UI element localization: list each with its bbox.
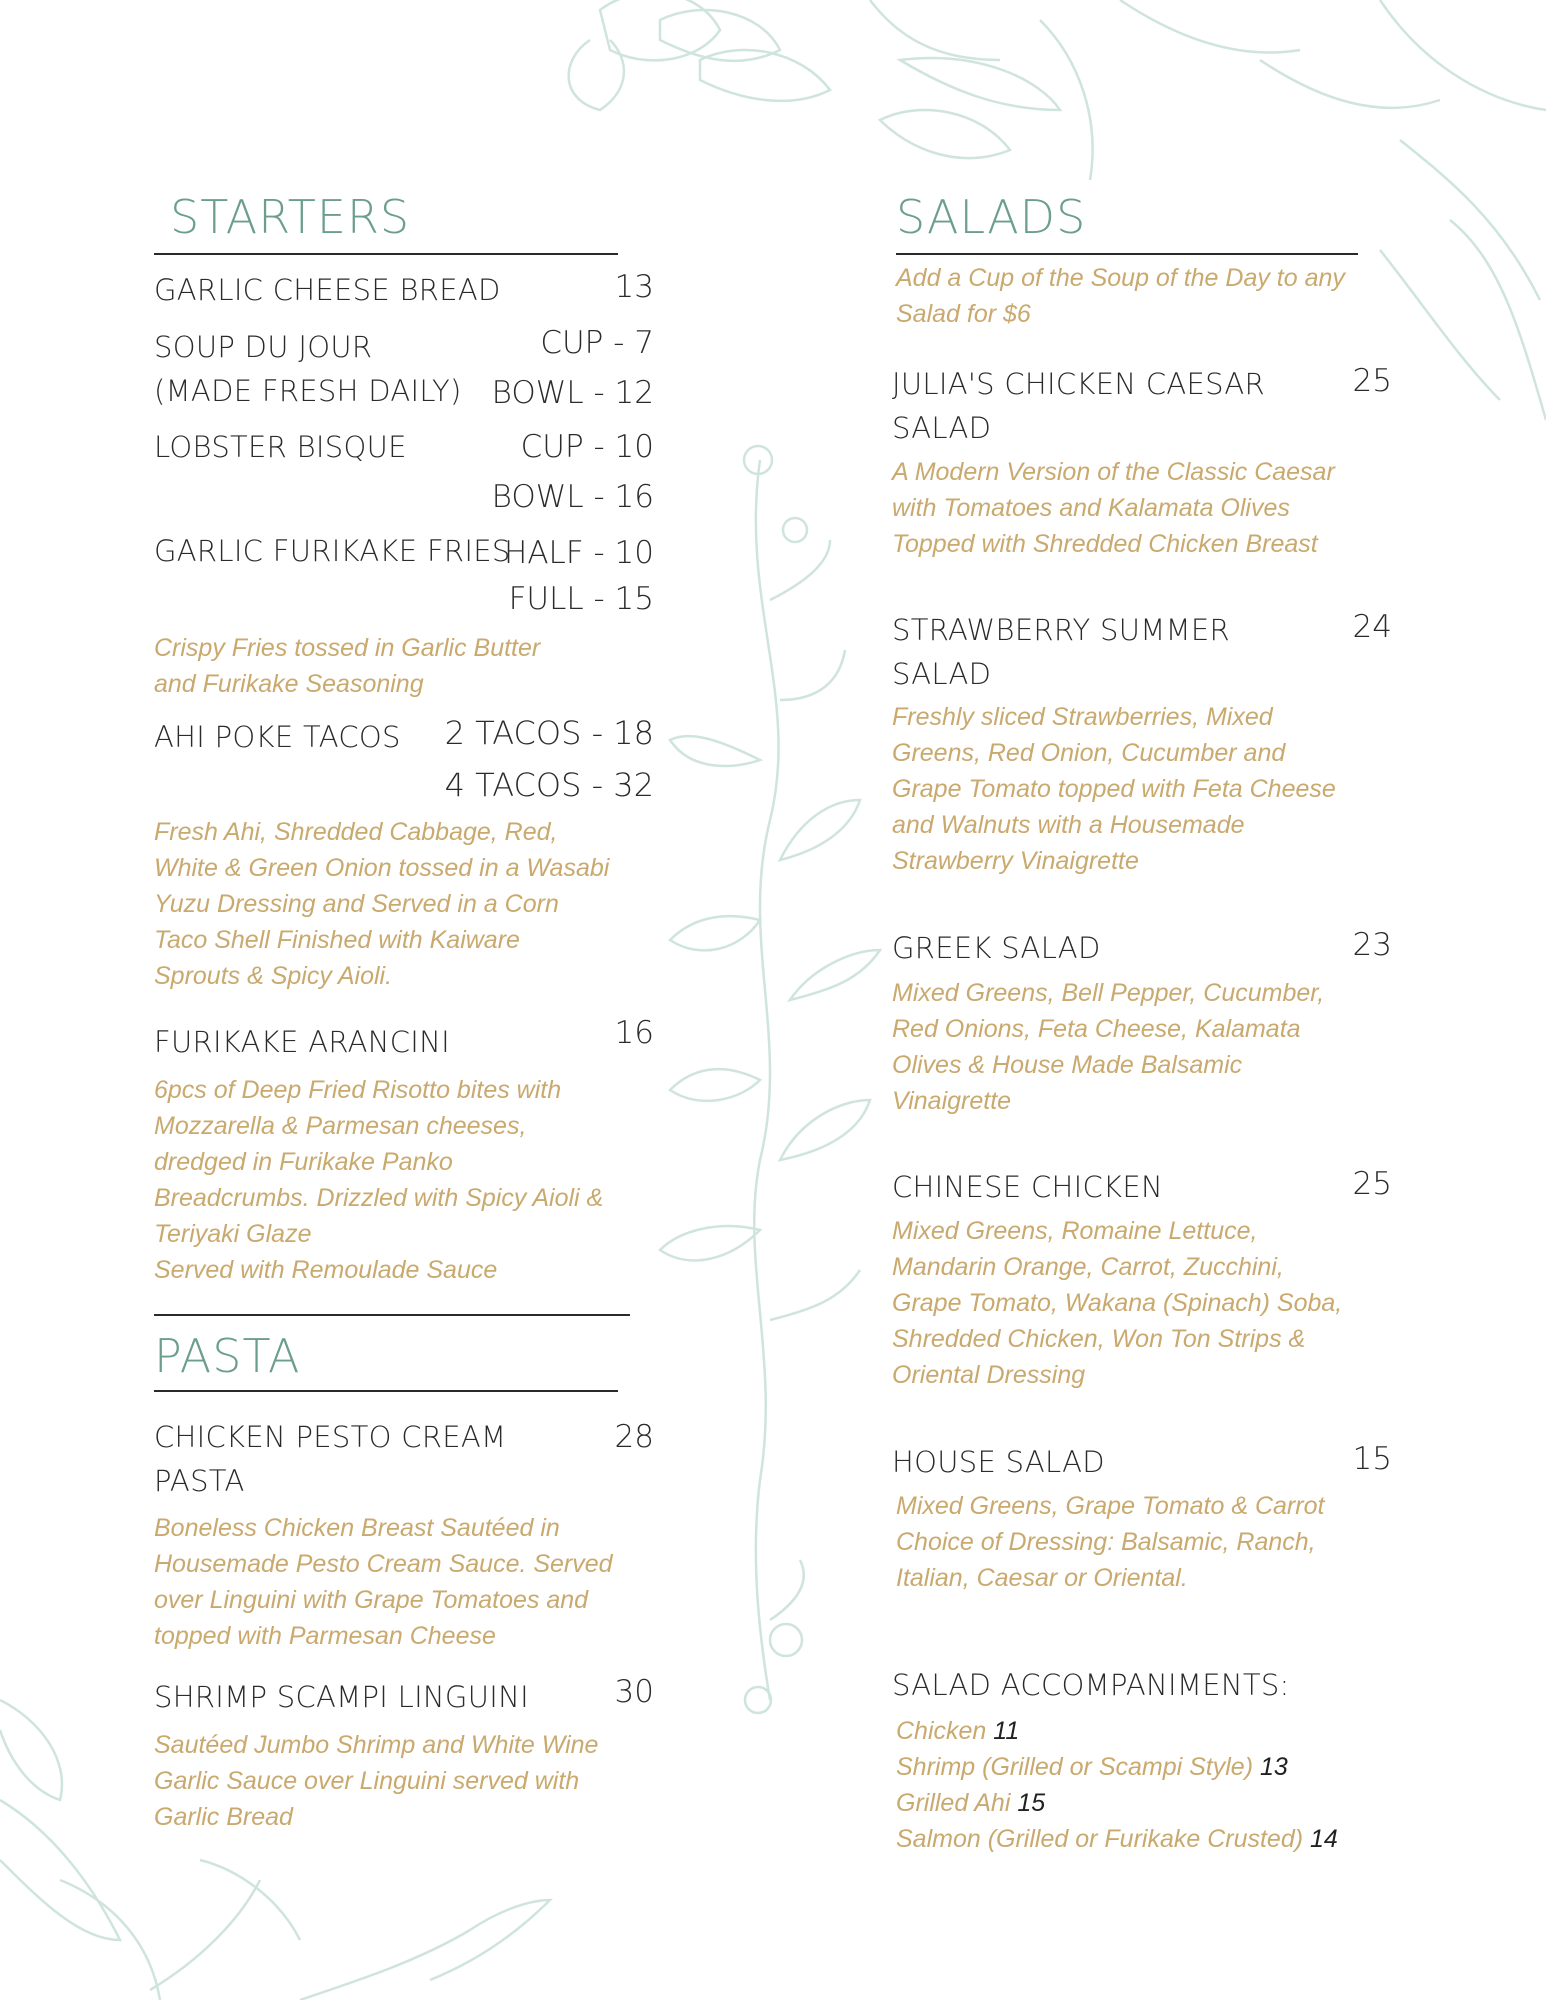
note-line: Add a Cup of the Soup of the Day to any xyxy=(896,264,1345,292)
desc-line: Red Onions, Feta Cheese, Kalamata xyxy=(892,1015,1301,1043)
accompaniment-name: Salmon (Grilled or Furikake Crusted) xyxy=(896,1825,1304,1853)
item-name: CHINESE CHICKEN xyxy=(892,1170,1163,1204)
accompaniment-item xyxy=(896,1713,1338,1749)
item-price xyxy=(504,530,654,622)
item-description xyxy=(892,1213,1342,1393)
pasta-rule xyxy=(154,1390,618,1392)
salads-heading: SALADS xyxy=(896,190,1087,244)
desc-line: Freshly sliced Strawberries, Mixed xyxy=(892,703,1273,731)
item-name-line: (MADE FRESH DAILY) xyxy=(154,374,462,408)
desc-line: Mixed Greens, Bell Pepper, Cucumber, xyxy=(892,979,1325,1007)
desc-line: Garlic Sauce over Linguini served with xyxy=(154,1767,580,1795)
desc-line: Crispy Fries tossed in Garlic Butter xyxy=(154,634,541,662)
desc-line: Breadcrumbs. Drizzled with Spicy Aioli & xyxy=(154,1184,604,1212)
desc-line: Garlic Bread xyxy=(154,1803,293,1831)
item-name-line: CHICKEN PESTO CREAM xyxy=(154,1420,507,1454)
item-description xyxy=(896,1488,1324,1596)
desc-line: topped with Parmesan Cheese xyxy=(154,1622,496,1650)
desc-line: Topped with Shredded Chicken Breast xyxy=(892,530,1318,558)
item-name-line: SALAD xyxy=(892,657,992,691)
accompaniment-name: Grilled Ahi xyxy=(896,1789,1011,1817)
desc-line: with Tomatoes and Kalamata Olives xyxy=(892,494,1290,522)
item-name-line: SOUP DU JOUR xyxy=(154,330,373,364)
accompaniment-price: 14 xyxy=(1310,1825,1338,1853)
desc-line: dredged in Furikake Panko xyxy=(154,1148,453,1176)
accompaniment-price: 13 xyxy=(1259,1753,1288,1781)
item-price-line: HALF - 10 xyxy=(504,535,654,571)
accompaniment-price: 15 xyxy=(1017,1789,1046,1817)
item-description xyxy=(892,699,1336,879)
item-description xyxy=(154,1727,598,1835)
accompaniments-title: SALAD ACCOMPANIMENTS: xyxy=(892,1668,1290,1702)
desc-line: Housemade Pesto Cream Sauce. Served xyxy=(154,1550,613,1578)
item-price: 28 xyxy=(614,1419,654,1455)
item-name: LOBSTER BISQUE xyxy=(154,430,407,464)
item-name xyxy=(154,325,462,413)
item-price: 24 xyxy=(1352,609,1392,645)
item-price-line: BOWL - 16 xyxy=(491,479,654,515)
item-price xyxy=(492,422,654,522)
desc-line: Mozzarella & Parmesan cheeses, xyxy=(154,1112,527,1140)
starters-heading: STARTERS xyxy=(170,190,411,244)
item-price: 23 xyxy=(1352,927,1392,963)
desc-line: Fresh Ahi, Shredded Cabbage, Red, xyxy=(154,818,558,846)
pasta-top-rule xyxy=(154,1314,630,1316)
item-price-line: FULL - 15 xyxy=(508,581,654,617)
salads-rule xyxy=(896,253,1358,255)
item-description xyxy=(154,1072,603,1288)
salads-note xyxy=(896,260,1345,332)
desc-line: and Furikake Seasoning xyxy=(154,670,424,698)
desc-line: Italian, Caesar or Oriental. xyxy=(896,1564,1188,1592)
desc-line: Greens, Red Onion, Cucumber and xyxy=(892,739,1286,767)
item-price: 15 xyxy=(1352,1441,1392,1477)
item-description xyxy=(892,454,1335,562)
item-name: FURIKAKE ARANCINI xyxy=(154,1025,451,1059)
item-name xyxy=(892,608,1230,696)
item-name-line: STRAWBERRY SUMMER xyxy=(892,613,1230,647)
item-price: 16 xyxy=(614,1015,654,1051)
desc-line: Taco Shell Finished with Kaiware xyxy=(154,926,520,954)
desc-line: Shredded Chicken, Won Ton Strips & xyxy=(892,1325,1306,1353)
item-name: AHI POKE TACOS xyxy=(154,720,401,754)
desc-line: Grape Tomato, Wakana (Spinach) Soba, xyxy=(892,1289,1343,1317)
desc-line: Boneless Chicken Breast Sautéed in xyxy=(154,1514,560,1542)
item-name-line: SALAD xyxy=(892,411,992,445)
item-price: 13 xyxy=(614,269,654,305)
desc-line: White & Green Onion tossed in a Wasabi xyxy=(154,854,610,882)
item-name: HOUSE SALAD xyxy=(892,1445,1105,1479)
item-price-line: CUP - 10 xyxy=(520,429,654,465)
item-name xyxy=(892,362,1265,450)
desc-line: Sprouts & Spicy Aioli. xyxy=(154,962,393,990)
accompaniment-item xyxy=(896,1785,1338,1821)
item-name: GARLIC FURIKAKE FRIES xyxy=(154,534,511,568)
item-price-line: CUP - 7 xyxy=(540,325,654,361)
desc-line: and Walnuts with a Housemade xyxy=(892,811,1245,839)
item-name: GARLIC CHEESE BREAD xyxy=(154,273,501,307)
item-price-line: 2 TACOS - 18 xyxy=(444,714,654,752)
desc-line: Grape Tomato topped with Feta Cheese xyxy=(892,775,1336,803)
accompaniment-name: Shrimp (Grilled or Scampi Style) xyxy=(896,1753,1254,1781)
desc-line: Olives & House Made Balsamic xyxy=(892,1051,1243,1079)
item-name-line: JULIA'S CHICKEN CAESAR xyxy=(892,367,1265,401)
item-price-line: BOWL - 12 xyxy=(491,375,654,411)
desc-line: Mixed Greens, Grape Tomato & Carrot xyxy=(896,1492,1325,1520)
desc-line: Served with Remoulade Sauce xyxy=(154,1256,498,1284)
item-price xyxy=(492,318,654,418)
accompaniments-list xyxy=(896,1713,1338,1857)
desc-line: Choice of Dressing: Balsamic, Ranch, xyxy=(896,1528,1316,1556)
item-price-line: 4 TACOS - 32 xyxy=(444,766,654,804)
accompaniment-item xyxy=(896,1749,1338,1785)
note-line: Salad for $6 xyxy=(896,300,1031,328)
desc-line: Sautéed Jumbo Shrimp and White Wine xyxy=(154,1731,599,1759)
desc-line: 6pcs of Deep Fried Risotto bites with xyxy=(154,1076,562,1104)
desc-line: Teriyaki Glaze xyxy=(154,1220,312,1248)
item-price: 25 xyxy=(1352,1166,1392,1202)
vine-illustration xyxy=(660,446,880,1713)
item-description xyxy=(154,814,609,994)
item-description xyxy=(154,630,540,702)
item-price xyxy=(445,707,654,811)
item-description xyxy=(892,975,1324,1119)
item-name xyxy=(154,1415,506,1503)
accompaniment-item xyxy=(896,1821,1338,1857)
item-name-line: PASTA xyxy=(154,1464,245,1498)
desc-line: Mixed Greens, Romaine Lettuce, xyxy=(892,1217,1258,1245)
desc-line: Oriental Dressing xyxy=(892,1361,1086,1389)
desc-line: Yuzu Dressing and Served in a Corn xyxy=(154,890,559,918)
starters-rule xyxy=(154,253,618,255)
desc-line: Vinaigrette xyxy=(892,1087,1012,1115)
desc-line: Strawberry Vinaigrette xyxy=(892,847,1139,875)
accompaniment-price: 11 xyxy=(993,1717,1020,1745)
desc-line: Mandarin Orange, Carrot, Zucchini, xyxy=(892,1253,1284,1281)
item-price: 30 xyxy=(614,1674,654,1710)
item-name: GREEK SALAD xyxy=(892,931,1101,965)
accompaniment-name: Chicken xyxy=(896,1717,987,1745)
desc-line: over Linguini with Grape Tomatoes and xyxy=(154,1586,589,1614)
item-name: SHRIMP SCAMPI LINGUINI xyxy=(154,1680,529,1714)
pasta-heading: PASTA xyxy=(154,1329,301,1383)
item-description xyxy=(154,1510,613,1654)
item-price: 25 xyxy=(1352,363,1392,399)
desc-line: A Modern Version of the Classic Caesar xyxy=(892,458,1335,486)
